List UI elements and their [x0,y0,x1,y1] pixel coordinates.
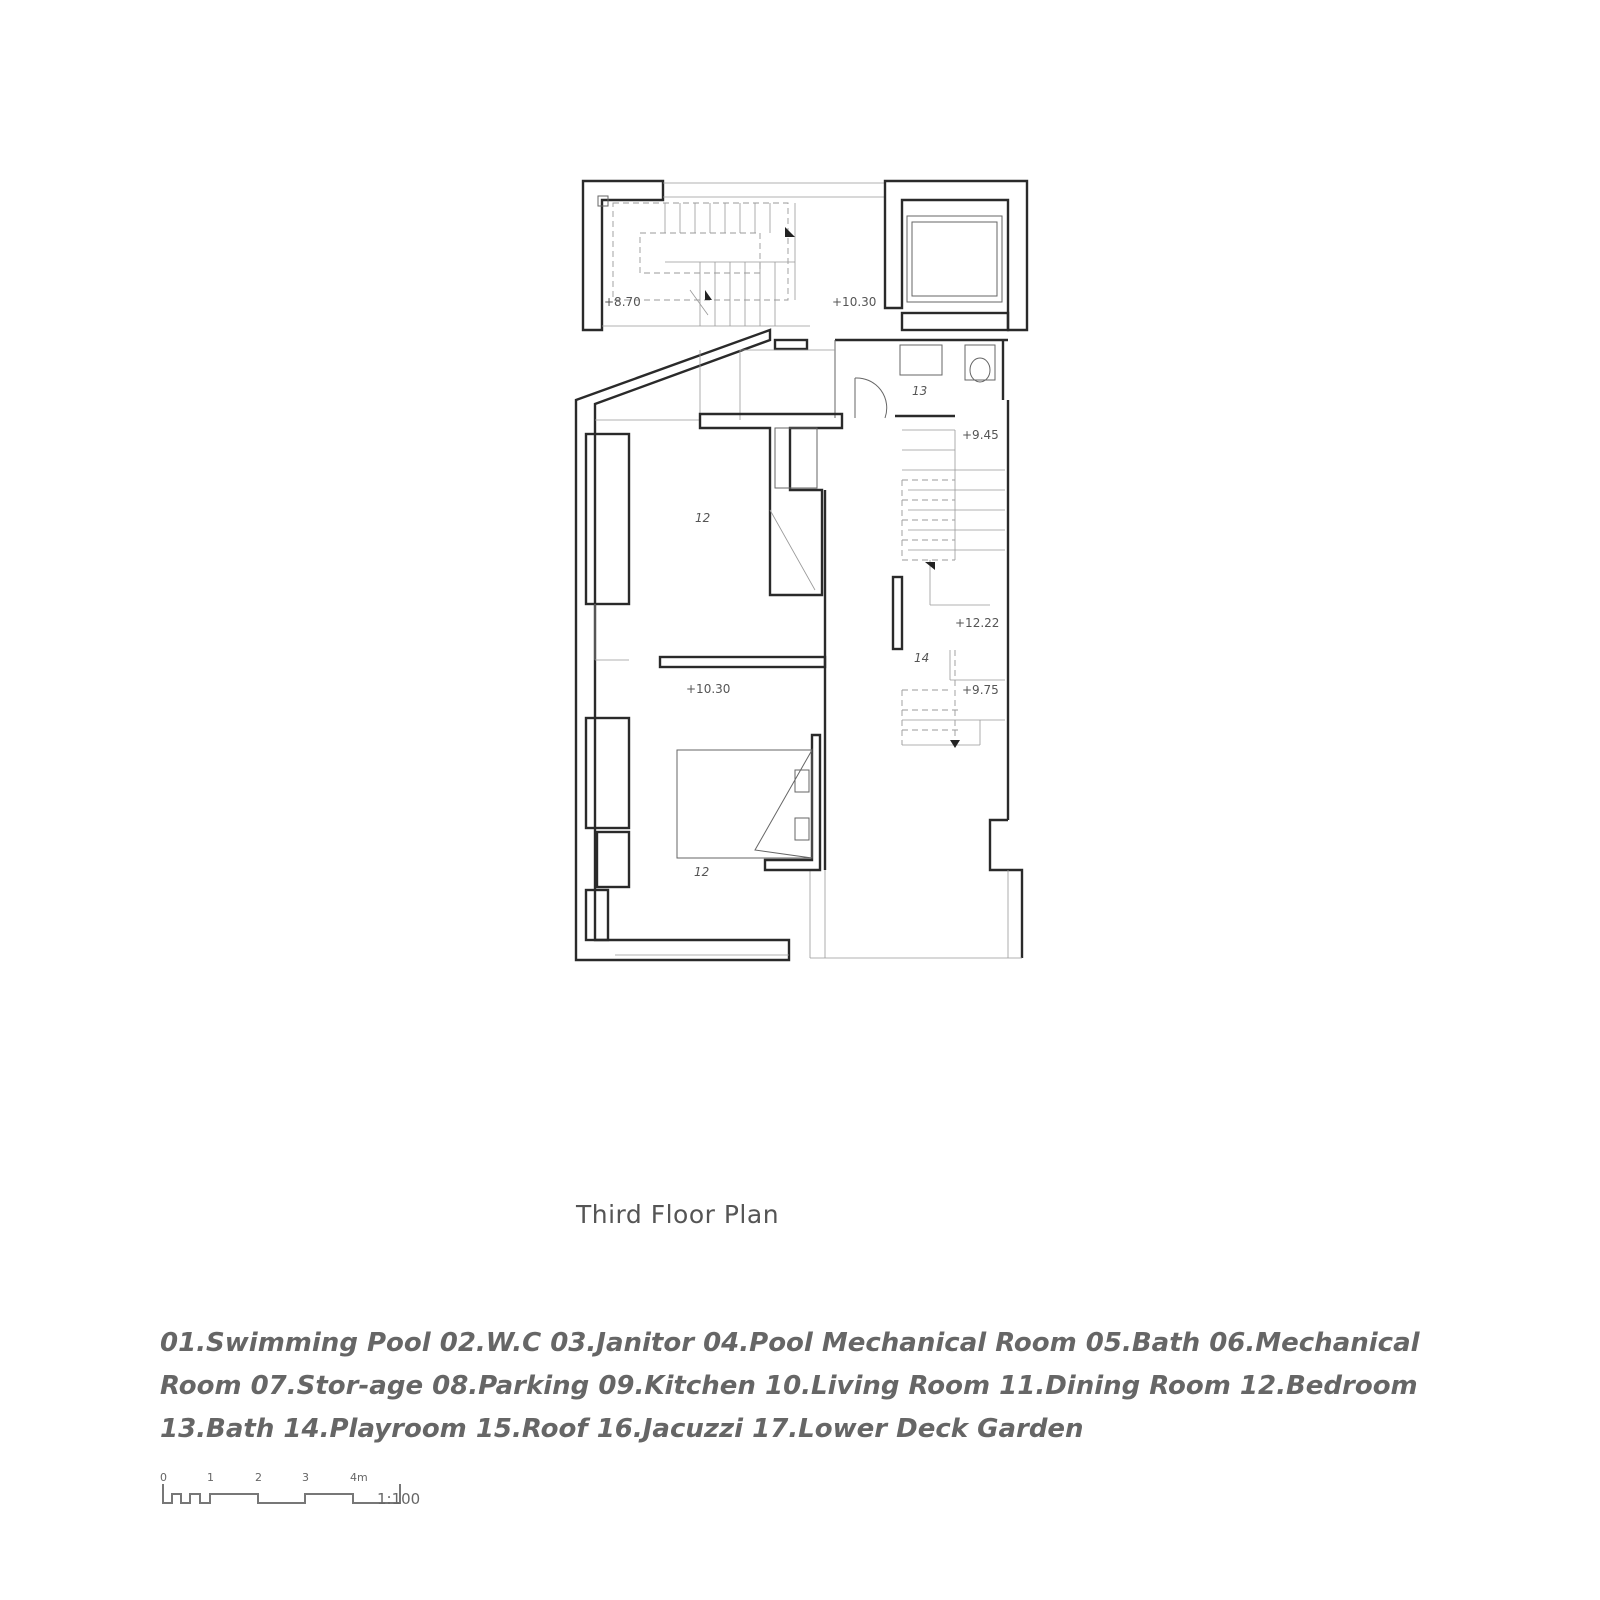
scale-ratio: 1:100 [377,1490,421,1508]
room-number: 12 [695,511,711,525]
level-label: +8.70 [604,295,641,309]
level-label: +10.30 [686,682,731,696]
room-number: 14 [914,651,930,665]
interior-walls [660,414,955,870]
room-legend: 01.Swimming Pool 02.W.C 03.Janitor 04.Pool Mechanical Room 05.Bath 06.Mechanical Room 07.Stor-age 08.Parking 09.Kitchen 10.Living Room 11.Dining Room 12.Bedroom 13.Bath 14.Playroom 15.Roof 16.Jacuzzi 17.Lower Deck Garden [160,1328,1420,1444]
wardrobes [586,434,629,940]
scale-tick: 3 [302,1471,309,1484]
bath-13 [700,340,1008,420]
plan-labels [604,295,999,879]
bed [677,750,812,858]
level-label: +10.30 [832,295,877,309]
scale-tick: 1 [207,1471,214,1484]
room-number: 13 [912,384,928,398]
main-outline [576,330,1022,960]
lift-block [885,181,1027,330]
scale-tick: 4m [350,1471,368,1484]
level-label: +9.45 [962,428,999,442]
playroom-stair [902,430,1005,748]
level-label: +9.75 [962,683,999,697]
scale-tick: 2 [255,1471,262,1484]
plan-title: Third Floor Plan [576,1200,780,1229]
room-number: 12 [694,865,710,879]
scale-bar [160,1470,460,1510]
scale-tick: 0 [160,1471,167,1484]
level-label: +12.22 [955,616,1000,630]
